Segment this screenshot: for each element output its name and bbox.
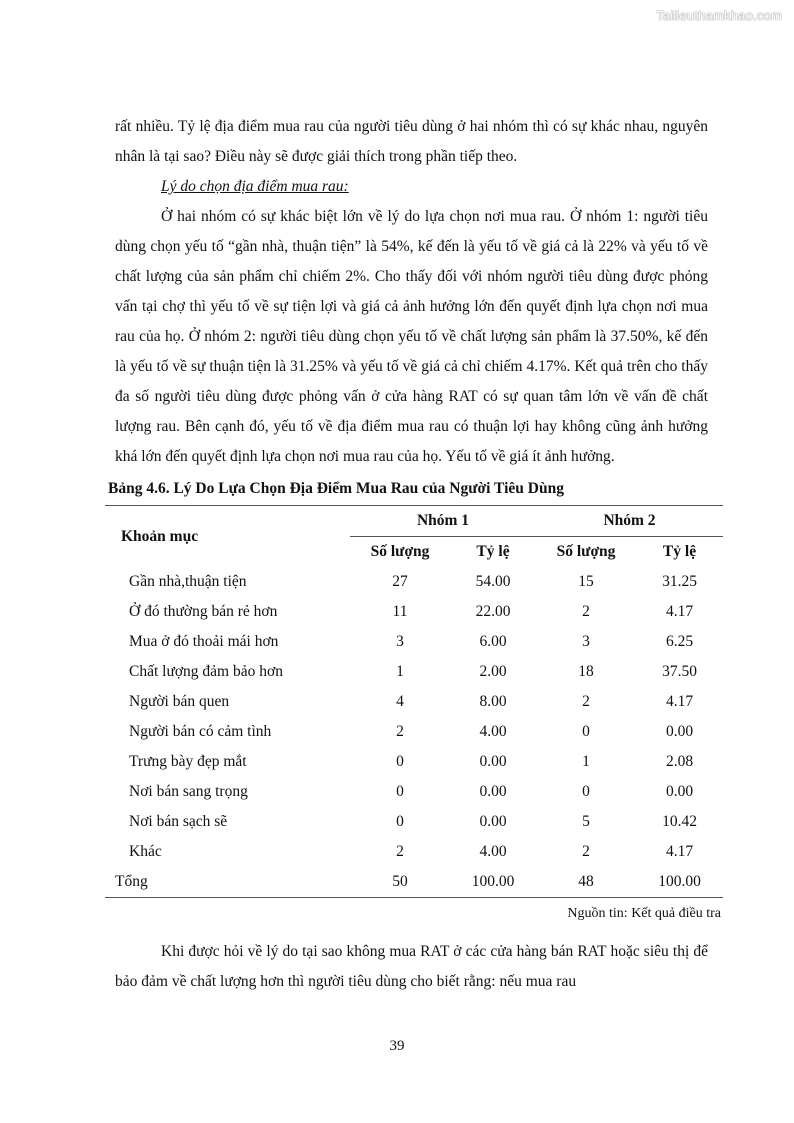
row-g1-pct: 54.00: [475, 573, 511, 590]
page-content: [108, 112, 721, 997]
row-label: Mua ở đó thoải mái hơn: [129, 633, 279, 650]
row-g2-qty: 5: [582, 813, 590, 830]
row-g2-pct: 0.00: [665, 723, 694, 740]
table-row: [105, 837, 723, 867]
row-g2-pct: 0.00: [665, 783, 694, 800]
row-g1-pct: 4.00: [479, 843, 507, 860]
row-label: Ở đó thường bán rẻ hơn: [129, 603, 278, 620]
row-label: Nơi bán sang trọng: [129, 783, 248, 800]
row-g1-pct: 2.00: [479, 663, 507, 680]
intro-paragraph: rất nhiều. Tỷ lệ địa điểm mua rau của người tiêu dùng ở hai nhóm thì có sự khác nhau, nguyên nhân là tại sao? Điều này sẽ được giải thích trong phần tiếp theo.: [115, 118, 708, 165]
row-g2-pct: 6.25: [665, 633, 694, 650]
group1-qty-header: Số lượng: [370, 543, 430, 560]
total-g2-pct: 100.00: [636, 867, 723, 898]
row-g1-pct: 6.00: [479, 633, 507, 650]
total-label: Tổng: [105, 867, 350, 898]
table-header-row-1: [105, 506, 723, 537]
row-label: Gần nhà,thuận tiện: [129, 573, 247, 590]
row-g2-pct: 37.50: [662, 663, 697, 680]
page-number: 39: [389, 1038, 405, 1054]
row-g1-qty: 4: [396, 693, 404, 710]
group2-qty-header: Số lượng: [556, 543, 616, 560]
row-g2-qty: 15: [578, 573, 594, 590]
row-g2-qty: 1: [582, 753, 590, 770]
table-caption: Bảng 4.6. Lý Do Lựa Chọn Địa Điểm Mua Rau của Người Tiêu Dùng: [108, 480, 564, 497]
table-row: [105, 597, 723, 627]
row-g2-pct: 4.17: [665, 603, 694, 620]
row-g1-qty: 0: [396, 813, 404, 830]
row-g2-qty: 2: [582, 843, 590, 860]
row-g2-pct: 10.42: [662, 813, 697, 830]
row-g2-pct: 4.17: [665, 693, 694, 710]
table-row: [105, 567, 723, 597]
watermark: Tailieuthamkhao.com: [656, 8, 782, 23]
table-body: [105, 567, 723, 867]
row-g2-qty: 2: [582, 693, 590, 710]
row-g2-qty: 3: [582, 633, 590, 650]
table-row: [105, 807, 723, 837]
row-g1-qty: 11: [392, 603, 408, 620]
group1-header: Nhóm 1: [350, 506, 536, 537]
row-g1-qty: 0: [396, 753, 404, 770]
total-g2-qty: 48: [536, 867, 636, 898]
row-g1-qty: 3: [396, 633, 404, 650]
row-g1-qty: 0: [396, 783, 404, 800]
row-g2-pct: 2.08: [665, 753, 694, 770]
table-row: [105, 747, 723, 777]
row-g2-pct: 31.25: [662, 573, 697, 590]
row-g2-qty: 0: [582, 723, 590, 740]
table-row: [105, 687, 723, 717]
row-g2-qty: 2: [582, 603, 590, 620]
table-row: [105, 777, 723, 807]
row-g1-pct: 22.00: [475, 603, 511, 620]
row-g2-qty: 18: [578, 663, 594, 680]
group1-pct-header: Tỷ lệ: [476, 543, 510, 560]
table-row: [105, 657, 723, 687]
table-row: [105, 717, 723, 747]
row-g1-pct: 0.00: [479, 813, 507, 830]
row-label: Khác: [129, 843, 162, 860]
total-g1-qty: 50: [350, 867, 450, 898]
group2-pct-header: Tỷ lệ: [662, 543, 697, 560]
group2-header: Nhóm 2: [536, 506, 723, 537]
body-paragraph: Ở hai nhóm có sự khác biệt lớn về lý do lựa chọn nơi mua rau. Ở nhóm 1: người tiêu dùng chọn yếu tố “gần nhà, thuận tiện” là 54%, kế đến là yếu tố về giá cả là 22% và yếu tố về chất lượng của sản phẩm chỉ chiếm 2%. Cho thấy đối với nhóm người tiêu dùng được phỏng vấn tại chợ thì yếu tố về sự tiện lợi và giá cả ảnh hưởng lớn đến quyết định lựa chọn nơi mua rau của họ. Ở nhóm 2: người tiêu dùng chọn yếu tố về chất lượng sản phẩm là 37.50%, kế đến là yếu tố về sự thuận tiện là 31.25% và yếu tố về giá cả chỉ chiếm 4.17%. Kết quả trên cho thấy đa số người tiêu dùng được phỏng vấn ở cửa hàng RAT có sự quan tâm lớn về vấn đề chất lượng rau. Bên cạnh đó, yếu tố về địa điểm mua rau có thuận lợi hay không cũng ảnh hưởng khá lớn đến quyết định lựa chọn nơi mua rau của họ. Yếu tố về giá ít ảnh hưởng.: [115, 208, 708, 465]
row-label: Người bán quen: [129, 693, 230, 710]
row-label: Trưng bày đẹp mắt: [129, 753, 247, 770]
row-g1-pct: 4.00: [479, 723, 507, 740]
row-g1-qty: 2: [396, 843, 404, 860]
section-heading: Lý do chọn địa điểm mua rau:: [161, 178, 349, 195]
total-g1-pct: 100.00: [450, 867, 536, 898]
table-total-row: [105, 867, 723, 898]
row-g1-pct: 0.00: [479, 783, 507, 800]
row-g1-qty: 1: [396, 663, 404, 680]
table-source-note: Nguồn tin: Kết quả điều tra: [567, 906, 721, 921]
row-g2-qty: 0: [582, 783, 590, 800]
item-column-header: Khoản mục: [105, 506, 350, 568]
following-paragraph: Khi được hỏi về lý do tại sao không mua RAT ở các cửa hàng bán RAT hoặc siêu thị để bảo đảm về chất lượng hơn thì người tiêu dùng cho biết rằng: nếu mua rau: [115, 943, 708, 990]
row-label: Nơi bán sạch sẽ: [129, 813, 228, 830]
row-g1-pct: 0.00: [479, 753, 507, 770]
reasons-table: [105, 505, 723, 898]
row-label: Người bán có cảm tình: [129, 723, 272, 740]
row-g2-pct: 4.17: [665, 843, 694, 860]
table-row: [105, 627, 723, 657]
row-label: Chất lượng đảm bảo hơn: [129, 663, 283, 680]
row-g1-qty: 27: [392, 573, 408, 590]
row-g1-pct: 8.00: [479, 693, 507, 710]
row-g1-qty: 2: [396, 723, 404, 740]
